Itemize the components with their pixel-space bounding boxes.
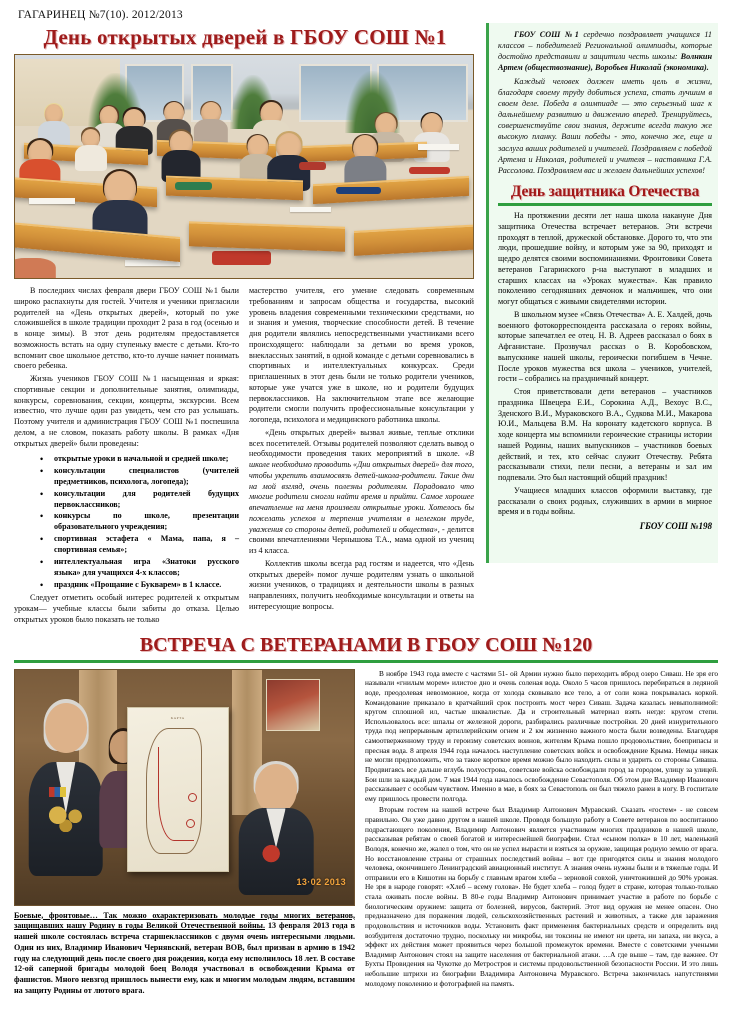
classroom-illustration <box>15 55 473 278</box>
defender-headline: День защитника Отечества <box>510 183 700 201</box>
a1-l-p1: В последних числах февраля двери ГБОУ СОШ №1 были широко распахнуты для гостей. Учителя и ученики пригласили родителей на «День открытых дверей», который по уже сложившейся в школе традиции проходит 2 раза в год (осенью и в конце зимы). В этот день родителям предоставляется возможность встать на одну ступеньку вместе с детьми. Кто-то вспомнит свое школьное детство, кто-то лучше начнет понимать своего ребенка. <box>14 286 239 371</box>
a2-r-p2: Вторым гостем на нашей встрече был Владимир Антонович Муравский. Сказать «гостем» - не совсем правильно. Он уже давно другом в нашей школе. Проводя большую работу в Совете ветеранов по воспитанию подрастающего поколения, Владимир Антонович является участником многих праздников в нашей школе, рассказывая ребятам о своей богатой и интереснейшей биографии. Стал «сыном полка» в 10 лет, маленький Володя, конечно же, жалел о том, что он не успел вырасти и взяться за оружие, защищая родную землю от врага. Но восстановление страны от страшных последствий войны – вот где пригодятся силы и знания молодого человека, окончившего Ленинградский авиационный институт. А знания очень нужны были и в тяжелые годы. И отправили его в Кишотин на борьбу с главным врагом хлеба – зерновой совхой, уничтожившей до 90% урожая. Не зря в народе говорят: «Хлеб – всему голова». Не будет хлеба – голод будет в стране, которая только-только стала оживать после войны. В 80-е годы Владимир Антонович принимает участие в работе по борьбе с биологическим оружием: защита от болезней, вирусов, бактерий. Этот вид оружия не менее опасен. Оно предназначено для поражения людей, сельскохозяйственных растений и животных, а также для заражения продовольствия и источников воды. Установить факт применения бактериальных средств и определить вид возбудителя достаточно трудно, поскольку ни микробы, ни токсины не имеют ни цвета, ни запаха, ни вкуса, а эффект их действия может проявиться через большой промежуток времени. Вместе с советскими учеными Владимир Антонович стоял на защите населения от бактериальной атаки. …А где выше – там, где важнее. От Бухты Провидения на Чукотке до Метростроя и системы продовольственной безопасности России. И это лишь небольшие штрихи из биографии Владимира Антоновича Муравского. Встреча закончилась напутствиями молодому поколению и фотографией на память. <box>365 805 718 988</box>
article-2-headline: ВСТРЕЧА С ВЕТЕРАНАМИ В ГБОУ СОШ №120 <box>139 633 593 656</box>
caption-rest: 13 февраля 2013 года в нашей школе состоялась встреча старшеклассников с двумя очень интересными людьми. Один из них, Владимир Иванович Чернявский, ветеран ВОВ, был призван в армию в 1942 году на следующий день после своего дня рождения, когда ему исполнилось 18 лет. В составе 12-ой саперной бригады молодой боец Володя участвовал в освобождении Крыма от фашистов. Много невзгод пришлось вынести ему, как и многим молодым людям, вставшим на защиту Родины от лютого врага. <box>14 921 356 995</box>
a1-bullet-list <box>14 454 239 590</box>
sidebar-greenbox <box>486 23 718 563</box>
a1-r-p2-end: - делится своими впечатлениями Чернышова Т.А., мама одной из учениц из 4 класса. <box>249 524 474 555</box>
list-item: • открытые уроки в начальной и средней школе; <box>40 454 239 465</box>
article-2-left <box>14 669 355 997</box>
a2-r-p1: В ноябре 1943 года вместе с частями 51- ой Армии нужно было переходить вброд озеро Сиваш. Не зря его называли «гнилым морем» илистое дно и очень соленая вода. Около 5 часов пришлось перебираться в ледяной воде, преодолевая невозможное, когда от холода сковывало все тело, а от соли кожа покрывалась коркой. Командование приказало в кратчайший срок построить мост через Сиваш. Задача казалась невыполнимой: кругом сплошной ил, частые шквалистые. Да и строительный материал взять негде: кругом степи. Использовалось все: шпалы от железной дороги, разбирались различные постройки. 20 дней изнурительного труда под непрерывным артиллерийским огнем и 2 км жизненно важного моста были возведены. Благодаря самоотверженному труду и героизму советских воинов, жителям Крыма пошло продовольствие, боеприпасы и пресная вода. 8 апреля 1944 года началось наступление советских войск и освобождение Крыма. Немцы никак не могли предположить, что за такое короткое время можно было находить силы и ударить со стороны Сиваша. Продвигаясь все дальше вглубь полуострова, советские войска освобождали город за городом, улицу за улицей. Бои шли за каждый дом. 7 мая 1944 года началось освобождение Севастополя. Об этом дне Владимир Иванович рассказывает с особым чувством. Именно в мае, в боях за Севастополь он был тяжело ранен в ногу. В госпитале ему пришлось провести полгода. <box>365 668 718 803</box>
top-region <box>14 23 718 628</box>
article-2-caption <box>14 911 355 997</box>
article-2-rule <box>14 660 718 663</box>
defender-p3: Стоя приветствовали дети ветеранов – участников праздника Швецера Е.И., Сорокина А.Д., Вехоус В.С., Зденского В.И., Мураковского В.А., Судкова М.И., Макарова Ю.И., Мальцева В.М. На коронату кадетского корпуса. В ходе концерта мы вспомнили героические страницы истории нашей Родины, наших выпускников – участников боевых действий, и тех, кто сейчас служит Отечеству. Ребята рассказывали стихи, пели песни, а ветераны и зал им подпевали. Это был настоящий общий праздник! <box>498 387 712 483</box>
list-item: • консультации специалистов (учителей предметников, психолога, логопеда); <box>40 466 239 488</box>
list-item: • праздник «Прощание с Букварем» в 1 классе. <box>40 580 239 591</box>
article-1-left-column <box>14 286 239 628</box>
a1-l-p2: Жизнь учеников ГБОУ СОШ №1 насыщенная и яркая: спортивные секции и дополнительные занятия, олимпиады, конкурсы, соревнования, секции, концерты, экскурсии. Всем известно, что лучше один раз увидеть, чем сто раз услышать. Поэтому учителя и администрация ГБОУ СОШ №1 поспешила делом, а не словом, показать работу школы. В рамках «Дня открытых дверей» были проведены: <box>14 374 239 448</box>
list-item: • консультации для родителей будущих первоклассников; <box>40 489 239 511</box>
article-2-columns <box>14 669 718 997</box>
masthead-text: ГАГАРИНЕЦ №7(10). 2012/2013 <box>18 9 183 21</box>
congrats-names: Волнкин Артем (обществознание), Воробьев Николай (экономика). <box>498 52 712 73</box>
defender-p4: Учащиеся младших классов оформили выставку, где рассказали о своих родных, служивших в армии в мирное время и в годы войны. <box>498 485 712 517</box>
article-1-headline: День открытых дверей в ГБОУ СОШ №1 <box>43 25 447 49</box>
article-1-photo <box>14 54 474 279</box>
a1-r-p2-quote: «В школе необходимо проводить «Дни открытых дверей» для того, чтобы укрепить взаимосвязь детей-школа-родители. Такие дни на мой взгляд, очень полезны родителям. Порадовало что многие родители смогли найти время и прийти. Самое хорошее впечатление на меня произвели открытые уроки. Хотелось бы пожелать успехов и терпения учителям в нелегком труде, уважения со стороны детей, родителей и общества», <box>249 449 474 534</box>
congrats-p2: Каждый человек должен иметь цель в жизни, благодаря своему труду добиться успеха, стать лучшим в своем деле. Победа в олимпиаде — это серьезный шаг к дальнейшему развитию и движению вперед. Тренируйтесь, совершенствуйте свои знания, держите всегда такую же высокую планку. Ваши победы - это, конечно же, еще и заслуга ваших родителей и учителей. Поздравляем с победой Артема и Николая, родителей и учителя – наставника Г.А. Рассолова. Поздравляем вас и желаем дальнейших успехов! <box>498 76 712 175</box>
caption-lead: Боевые, фронтовые… Так можно охарактеризовать молодые годы многих ветеранов, защищавших нашу Родину в годы Великой Отечественной войны. <box>14 910 355 931</box>
battle-map: КАРТА <box>127 707 229 872</box>
list-item: • конкурсы по школе, презентации образовательного учреждения; <box>40 511 239 533</box>
photo-timestamp: 13·02 2013 <box>296 876 346 887</box>
article-2-right <box>365 669 718 997</box>
defender-p1: На протяжении десяти лет наша школа накануне Дня защитника Отечества встречает ветеранов. Эти встречи проходят в теплой, дружеской обстановке. Дорого то, что эти люди, прошедшие войну, и которым уже за 90, приходят и щедро делятся своими воспоминаниями. Фронтовики Совета ветеранов Гагаринского р-на выступают в младших и старших классах на «Уроках мужества». Как правило поколению сегодняшних девчонок и мальчишек, что они могут общаться с живыми свидетелями истории. <box>498 211 712 307</box>
a1-l-p3: Следует отметить особый интерес родителей к открытым урокам— учебные классы были забиты до отказа. Целью открытых уроков было показать не только <box>14 593 239 624</box>
list-item: • интеллектуальная игра «Знатоки русского языка» для учащихся 4-х классов; <box>40 557 239 579</box>
article-2 <box>14 634 718 997</box>
a1-r-p2-start: «День открытых дверей» вызвал живые, теплые отклики всех посетителей. Отзывы родителей позволяют сделать вывод о необходимости проведения таких мероприятий в школе. <box>249 427 474 459</box>
congrats-p1 <box>498 29 712 74</box>
article-1-columns <box>14 286 476 628</box>
defender-rule <box>498 203 712 206</box>
a1-r-p2 <box>249 428 474 557</box>
article-1-right-column <box>249 286 474 628</box>
sidebar-signature: ГБОУ СОШ №198 <box>639 521 712 532</box>
list-item: • спортивная эстафета « Мама, папа, я – спортивная семья»; <box>40 534 239 556</box>
article-1 <box>14 23 476 628</box>
congrats-school: ГБОУ СОШ №1 <box>514 30 579 39</box>
a1-r-p1: мастерство учителя, его умение следовать современным требованиям и запросам общества и государства, высокий уровень владения современными техническими средствами, но и знания и умения, творческие способности детей. В течение дня родители являлись непосредственными участниками всего происходящего: наблюдали за детьми во время уроков, внеклассных занятий, в одной команде с детьми соревновались в спортивных и интеллектуальных конкурсах. Среди приглашенных в этот день были не только родители учеников, которые уже учатся уже в школе, но и родители будущих первоклассников. На заключительном этапе все желающие родители смогли получить профессиональные консультации у логопеда, психолога и медицинского работника школы. <box>249 286 474 424</box>
meeting-room-illustration <box>15 670 354 905</box>
article-2-photo <box>14 669 355 906</box>
defender-p2: В школьном музее «Связь Отечества» А. Е. Халдей, дочь военного фотокорреспондента рассказала о героях войны, которые запечатлел ее отец. Н. В. Адреев рассказал о боях в Афганистане. Прозвучал рассказ о В. Коробовском, выпускнике нашей школы, героически погибшем в Чечне. После уроков мужества вся школа – учеников, учителей, гости – собрались на праздничный концерт. <box>498 309 712 384</box>
sidebar <box>486 23 718 628</box>
a1-r-p3: Коллектив школы всегда рад гостям и надеется, что «День открытых дверей» помог лучше родителям узнать о школьной жизни учеников, о традициях и деятельности школы в разных направлениях, получить необходимые консультации и ответы на интересующие вопросы. <box>249 558 474 611</box>
masthead <box>14 0 718 23</box>
congrats-text: сердечно поздравляет учащихся 11 классов – победителей Региональной олимпиады, которые достойно представили и защитили честь школы: <box>498 30 712 62</box>
